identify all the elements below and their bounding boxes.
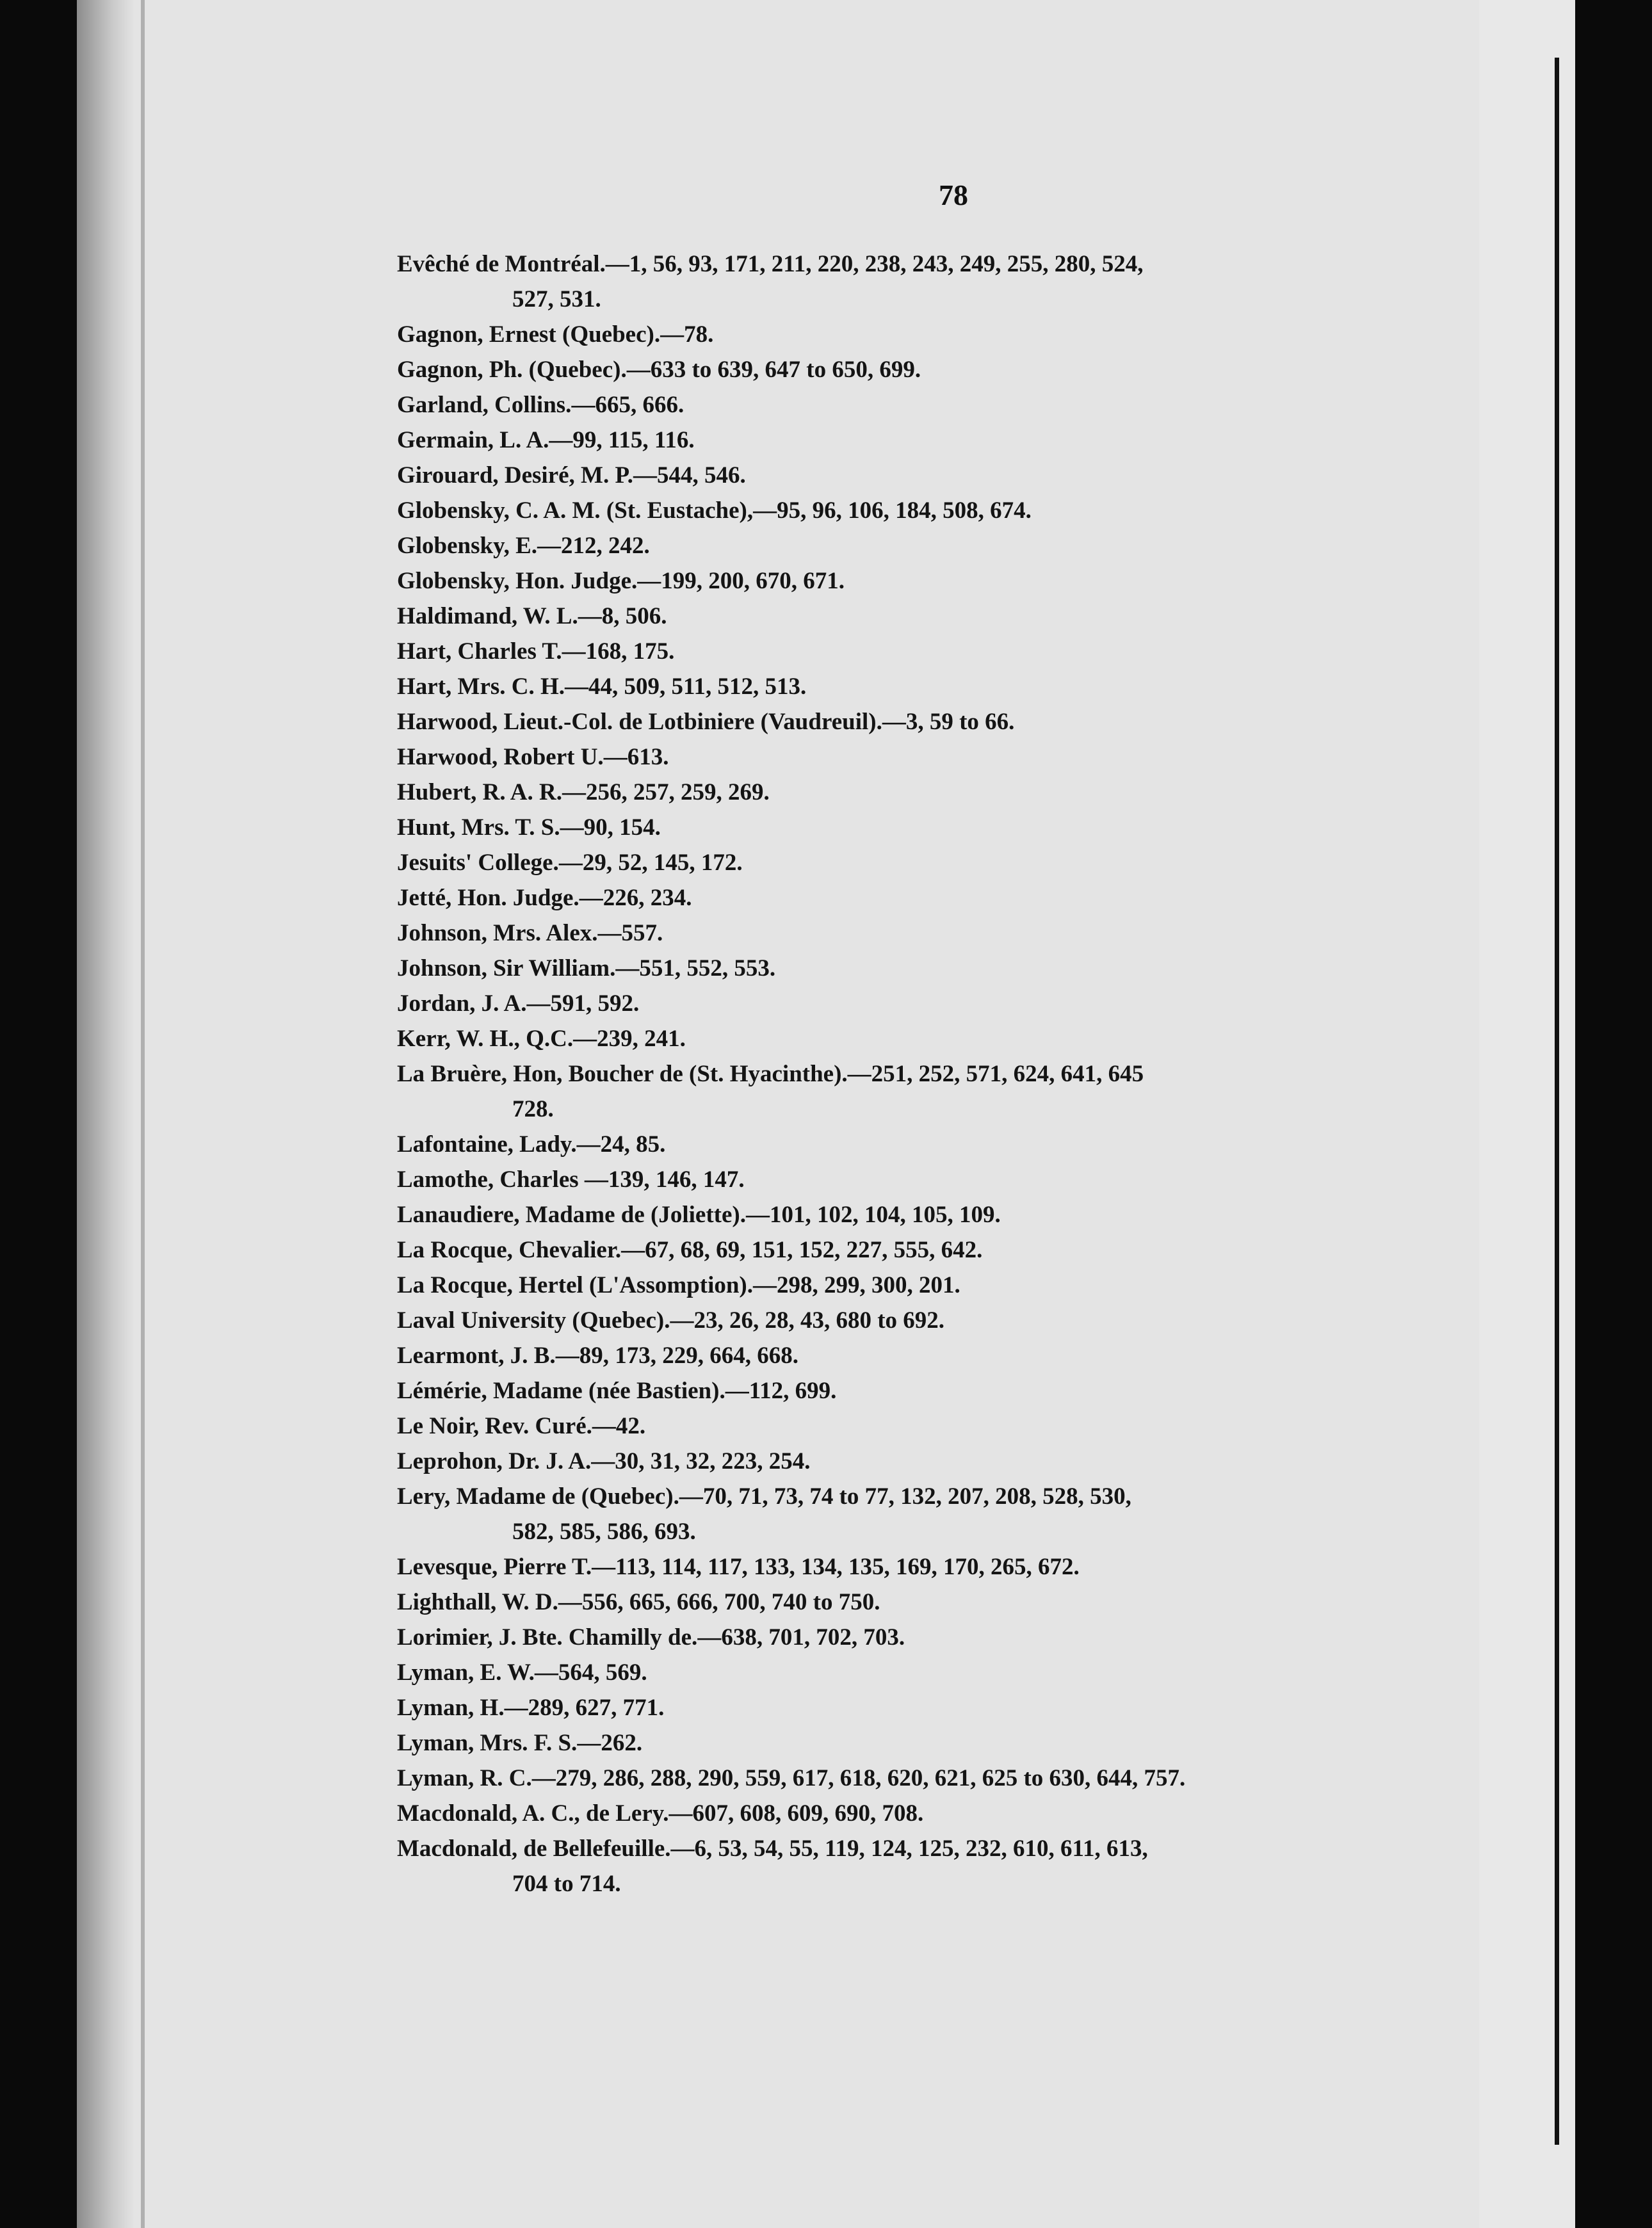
entry-name: Lyman, Mrs. F. S. <box>397 1730 578 1756</box>
index-entry <box>397 423 1447 458</box>
entry-name: Hart, Mrs. C. H. <box>397 674 565 700</box>
facing-page-edge <box>1479 0 1575 2228</box>
entry-page-refs: —279, 286, 288, 290, 559, 617, 618, 620, 621, 625 to 630, 644, 757. <box>531 1765 1186 1791</box>
gutter-rule <box>141 0 145 2228</box>
page-edge-rule <box>1555 58 1559 2145</box>
entry-page-refs: —95, 96, 106, 184, 508, 674. <box>753 497 1032 524</box>
entry-page-refs: —78. <box>660 321 714 348</box>
entry-page-refs: —665, 666. <box>571 392 684 418</box>
entry-name: Germain, L. A. <box>397 427 549 453</box>
index-entry <box>397 1127 1447 1162</box>
entry-name: Johnson, Sir William. <box>397 955 616 981</box>
entry-page-refs: —89, 173, 229, 664, 668. <box>555 1343 798 1369</box>
entry-name: Lyman, E. W. <box>397 1659 535 1686</box>
entry-name: Jesuits' College. <box>397 850 559 876</box>
entry-name: Garland, Collins. <box>397 392 572 418</box>
entry-page-refs: —44, 509, 511, 512, 513. <box>565 674 807 700</box>
entry-page-refs: —256, 257, 259, 269. <box>562 779 770 805</box>
index-entry <box>397 1761 1447 1796</box>
entry-name: Lyman, H. <box>397 1695 505 1721</box>
entry-name: Laval University (Quebec). <box>397 1307 670 1334</box>
entry-name: Learmont, J. B. <box>397 1343 556 1369</box>
entry-page-refs: —551, 552, 553. <box>615 955 776 981</box>
entry-name: Haldimand, W. L. <box>397 603 578 629</box>
index-entry <box>397 704 1447 739</box>
entry-name: Gagnon, Ernest (Quebec). <box>397 321 661 348</box>
index-entry <box>397 1303 1447 1338</box>
entry-name: Globensky, Hon. Judge. <box>397 568 638 594</box>
entry-page-refs: —67, 68, 69, 151, 152, 227, 555, 642. <box>621 1237 983 1263</box>
entry-page-refs: —42. <box>592 1413 646 1439</box>
entry-page-refs: —90, 154. <box>560 814 661 841</box>
index-entries <box>397 246 1447 1901</box>
entry-page-refs: —23, 26, 28, 43, 680 to 692. <box>670 1307 945 1334</box>
entry-name: La Rocque, Hertel (L'Assomption). <box>397 1272 753 1298</box>
entry-page-refs: —298, 299, 300, 201. <box>753 1272 960 1298</box>
entry-page-refs: —607, 608, 609, 690, 708. <box>668 1800 924 1827</box>
entry-page-refs: —262. <box>577 1730 643 1756</box>
index-entry <box>397 1620 1447 1655</box>
entry-name: Lery, Madame de (Quebec). <box>397 1483 679 1510</box>
entry-page-refs: —633 to 639, 647 to 650, 699. <box>626 357 921 383</box>
entry-page-refs: —112, 699. <box>725 1378 837 1404</box>
entry-name: Lamothe, Charles <box>397 1166 579 1193</box>
scanned-page <box>77 0 1556 2228</box>
index-entry <box>397 916 1447 951</box>
index-entry <box>397 1409 1447 1444</box>
entry-page-refs: —8, 506. <box>578 603 667 629</box>
index-entry <box>397 387 1447 423</box>
entry-name: Leprohon, Dr. J. A. <box>397 1448 592 1474</box>
index-entry <box>397 1056 1447 1127</box>
binding-gutter <box>77 0 134 2228</box>
index-entry <box>397 1162 1447 1197</box>
entry-name: La Bruère, Hon, Boucher de (St. Hyacinthe). <box>397 1061 848 1087</box>
entry-page-refs: —564, 569. <box>534 1659 647 1686</box>
entry-name: Girouard, Desiré, M. P. <box>397 462 633 488</box>
index-entry <box>397 634 1447 669</box>
entry-page-refs: —1, 56, 93, 171, 211, 220, 238, 243, 249, 255, 280, 524, <box>605 251 1144 277</box>
entry-name: Lémérie, Madame (née Bastien). <box>397 1378 725 1404</box>
index-entry <box>397 810 1447 845</box>
entry-name: Jetté, Hon. Judge. <box>397 885 579 911</box>
entry-page-refs: —239, 241. <box>573 1026 686 1052</box>
index-entry <box>397 880 1447 916</box>
entry-page-refs: —289, 627, 771. <box>504 1695 665 1721</box>
entry-page-refs: —591, 592. <box>526 990 640 1017</box>
entry-page-refs: —168, 175. <box>562 638 675 665</box>
entry-name: Hart, Charles T. <box>397 638 562 665</box>
entry-page-refs: —6, 53, 54, 55, 119, 124, 125, 232, 610, 611, 613, <box>670 1836 1148 1862</box>
entry-name: Harwood, Lieut.-Col. de Lotbiniere (Vaudreuil). <box>397 709 882 735</box>
entry-page-refs: —101, 102, 104, 105, 109. <box>745 1202 1001 1228</box>
entry-continuation: 527, 531. <box>512 286 601 312</box>
entry-name: Lanaudiere, Madame de (Joliette). <box>397 1202 746 1228</box>
entry-page-refs: —70, 71, 73, 74 to 77, 132, 207, 208, 528, 530, <box>679 1483 1131 1510</box>
entry-page-refs: —544, 546. <box>633 462 746 488</box>
entry-page-refs: —251, 252, 571, 624, 641, 645 <box>847 1061 1144 1087</box>
index-entry <box>397 563 1447 599</box>
index-entry <box>397 1549 1447 1585</box>
index-entry <box>397 669 1447 704</box>
entry-name: Globensky, E. <box>397 533 538 559</box>
entry-page-refs: —3, 59 to 66. <box>882 709 1015 735</box>
entry-name: Globensky, C. A. M. (St. Eustache), <box>397 497 754 524</box>
entry-continuation: 728. <box>512 1096 554 1122</box>
entry-page-refs: —113, 114, 117, 133, 134, 135, 169, 170, 265, 672. <box>592 1554 1080 1580</box>
index-entry <box>397 528 1447 563</box>
index-entry <box>397 1479 1447 1549</box>
entry-name: Macdonald, A. C., de Lery. <box>397 1800 669 1827</box>
index-entry <box>397 1655 1447 1690</box>
entry-page-refs: —139, 146, 147. <box>578 1166 745 1193</box>
entry-page-refs: —99, 115, 116. <box>549 427 695 453</box>
entry-page-refs: —212, 242. <box>537 533 650 559</box>
entry-name: Le Noir, Rev. Curé. <box>397 1413 592 1439</box>
index-entry <box>397 1373 1447 1409</box>
index-entry <box>397 1232 1447 1268</box>
index-entry <box>397 986 1447 1021</box>
entry-name: Lighthall, W. D. <box>397 1589 558 1615</box>
index-entry <box>397 1831 1447 1901</box>
index-entry <box>397 1585 1447 1620</box>
index-entry <box>397 951 1447 986</box>
index-entry <box>397 1690 1447 1725</box>
index-entry <box>397 775 1447 810</box>
entry-name: Lyman, R. C. <box>397 1765 532 1791</box>
index-entry <box>397 1725 1447 1761</box>
index-entry <box>397 317 1447 352</box>
entry-page-refs: —226, 234. <box>579 885 692 911</box>
entry-continuation: 582, 585, 586, 693. <box>512 1519 696 1545</box>
entry-page-refs: —613. <box>603 744 669 770</box>
entry-name: Jordan, J. A. <box>397 990 527 1017</box>
index-entry <box>397 1338 1447 1373</box>
index-entry <box>397 1021 1447 1056</box>
entry-name: Gagnon, Ph. (Quebec). <box>397 357 627 383</box>
index-entry <box>397 739 1447 775</box>
entry-name: Lorimier, J. Bte. Chamilly de. <box>397 1624 698 1651</box>
entry-page-refs: —557. <box>597 920 663 946</box>
index-entry <box>397 1268 1447 1303</box>
index-entry <box>397 1796 1447 1831</box>
entry-page-refs: —556, 665, 666, 700, 740 to 750. <box>558 1589 880 1615</box>
entry-page-refs: —30, 31, 32, 223, 254. <box>591 1448 811 1474</box>
index-entry <box>397 845 1447 880</box>
entry-name: Lafontaine, Lady. <box>397 1131 577 1158</box>
index-entry <box>397 352 1447 387</box>
entry-page-refs: —29, 52, 145, 172. <box>558 850 743 876</box>
page-number: 78 <box>939 179 968 211</box>
entry-name: Kerr, W. H., Q.C. <box>397 1026 574 1052</box>
entry-page-refs: —638, 701, 702, 703. <box>697 1624 905 1651</box>
entry-name: Evêché de Montréal. <box>397 251 606 277</box>
entry-page-refs: —24, 85. <box>576 1131 666 1158</box>
entry-name: Macdonald, de Bellefeuille. <box>397 1836 671 1862</box>
index-entry <box>397 1444 1447 1479</box>
entry-name: La Rocque, Chevalier. <box>397 1237 622 1263</box>
index-entry <box>397 599 1447 634</box>
entry-continuation: 704 to 714. <box>512 1871 621 1897</box>
entry-name: Hunt, Mrs. T. S. <box>397 814 560 841</box>
entry-name: Hubert, R. A. R. <box>397 779 562 805</box>
entry-name: Johnson, Mrs. Alex. <box>397 920 598 946</box>
entry-name: Harwood, Robert U. <box>397 744 604 770</box>
index-entry <box>397 458 1447 493</box>
index-entry <box>397 246 1447 317</box>
entry-page-refs: —199, 200, 670, 671. <box>637 568 845 594</box>
entry-name: Levesque, Pierre T. <box>397 1554 592 1580</box>
index-entry <box>397 1197 1447 1232</box>
index-entry <box>397 493 1447 528</box>
